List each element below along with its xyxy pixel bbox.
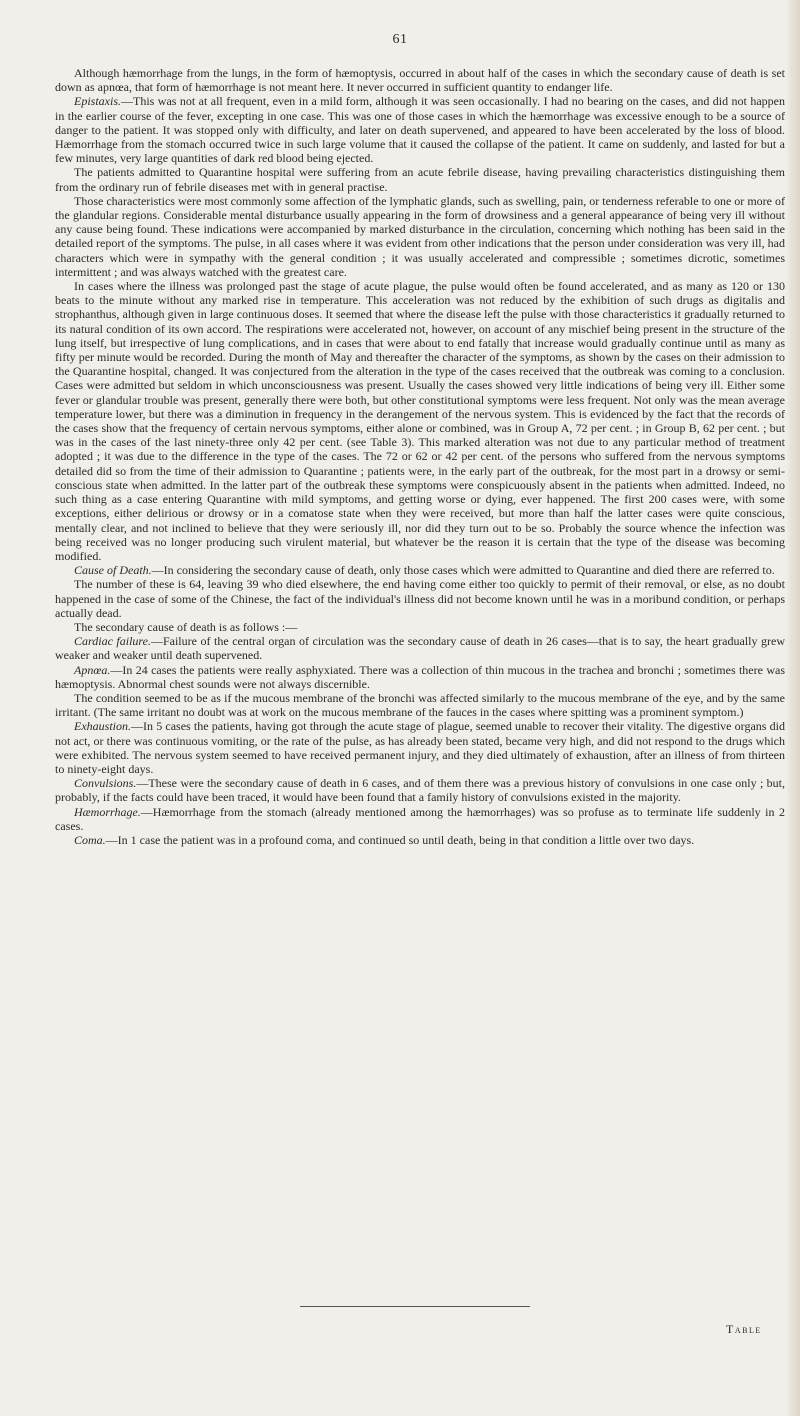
paragraph [55, 165, 785, 193]
paragraph-text: Although hæmorrhage from the lungs, in the form of hæmoptysis, occurred in about half of the cases in which the secondary cause of death is set down as apnœa, that form of hæmorrhage is not meant here. It never occurred in sufficient quantity to endanger life. [55, 66, 785, 95]
paragraph-text: Those characteristics were most commonly some affection of the lymphatic glands, such as swelling, pain, or tenderness referable to one or more of the glandular regions. Considerable mental disturbance usually appearing in the form of drowsiness and a general appearance of being very ill without any cause being found. These indications were accompanied by marked disturbance in the circulation, concerning which nothing has been said in the detailed report of the symptoms. The pulse, in all cases where it was evident from other indications that the person under consideration was very ill, had characters which were in sympathy with the general condition ; it was usually accelerated and compressible ; sometimes dicrotic, sometimes intermittent ; and was always watched with the greatest care. [55, 193, 785, 279]
paragraph [55, 634, 785, 662]
paragraph-text: —In 1 case the patient was in a profound coma, and continued so until death, being in that condition a little over two days. [105, 832, 695, 847]
paragraph-text: The number of these is 64, leaving 39 who died elsewhere, the end having come either too quickly to permit of their removal, or else, as no doubt happened in the case of some of the Chinese, the fact of the individual's illness did not become known until he was in a moribund condition, or perhaps actually dead. [55, 577, 785, 620]
paragraph [55, 94, 785, 165]
paragraph [55, 194, 785, 279]
paragraph-heading: Apnœa. [74, 662, 111, 677]
paragraph [55, 66, 785, 94]
paragraph [55, 805, 785, 833]
paragraph-heading: Cardiac failure. [74, 634, 151, 649]
catchword: Table [726, 1322, 762, 1336]
paragraph-text: In cases where the illness was prolonged past the stage of acute plague, the pulse would often be found accelerated, and as many as 120 or 130 beats to the minute without any marked rise in temperature. This acceleration was not reduced by the exhibition of such drugs as digitalis and strophanthus, although given in large continuous doses. It seemed that where the disease left the pulse with those characteristics it gradually returned to its natural condition of its own accord. The respirations were accelerated not, however, on account of any mischief being present in the structure of the lung itself, but irrespective of lung complications, and in cases that were about to end fatally that increase would gradually continue until as many as fifty per minute would be recorded. During the month of May and thereafter the character of the symptoms, as shown by the cases on their admission to the Quarantine hospital, changed. It was conjectured from the alteration in the type of the cases received that the outbreak was coming to a conclusion. Cases were admitted but seldom in which unconsciousness was present. Usually the cases showed very little indications of being very ill. Either some fever or glandular trouble was present, generally there were both, but other constitutional symptoms were less frequent. Not only was the mean average temperature lower, but there was a diminution in frequency in the derangement of the nervous system. This is evidenced by the fact that the records of the cases show that the frequency of certain nervous symptoms, either alone or combined, was in Group A, 72 per cent. ; in Group B, 62 per cent. ; but was in the cases of the last ninety-three only 42 per cent. (see Table 3). This marked alteration was not due to any particular method of treatment adopted ; it was due to the difference in the type of the cases. The 72 or 62 or 42 per cent. of the persons who suffered from the nervous symptoms detailed did so from the time of their admission to Quarantine ; patients were, in the early part of the outbreak, for the most part in a drowsy or semi-conscious state when admitted. In the latter part of the outbreak these symptoms were conspicuously absent in the patients when admitted. Indeed, no such thing as a case entering Quarantine with mild symptoms, and getting worse or dying, ever happened. The first 200 cases were, with some exceptions, either delirious or drowsy or in a comatose state when they were received, but more than half the latter cases were quite conscious, mentally clear, and not inclined to believe that they were seriously ill, nor did they turn out to be so. Probably the source whence the infection was being received was no longer producing such virulent material, but whatever be the reason it is certain that the type of the disease was becoming modified. [55, 279, 785, 563]
paragraph-text: —In 24 cases the patients were really asphyxiated. There was a collection of thin mucous in the trachea and bronchi ; sometimes there was hæmoptysis. Abnormal chest sounds were not always discernible. [55, 662, 785, 691]
paragraph [55, 563, 785, 577]
paragraph [55, 719, 785, 776]
paragraph [55, 776, 785, 804]
paragraph-heading: Hæmorrhage. [74, 804, 141, 819]
paragraph-heading: Coma. [74, 832, 106, 847]
paragraph [55, 691, 785, 719]
paragraph-text: —In considering the secondary cause of death, only those cases which were admitted to Quarantine and died there are referred to. [151, 563, 775, 578]
paragraph-heading: Cause of Death. [74, 563, 152, 578]
paragraph-heading: Convulsions. [74, 776, 137, 791]
paragraph-text: —In 5 cases the patients, having got through the acute stage of plague, seemed unable to recover their vitality. The digestive organs did not act, or there was continuous vomiting, or the rate of the pulse, as has already been stated, became very high, and did not respond to the drugs which were exhibited. The nervous system seemed to have received permanent injury, and they died ultimately of exhaustion, after an illness of from thirteen to ninety-eight days. [55, 719, 785, 776]
body-text [55, 66, 785, 847]
paragraph-text: —This was not at all frequent, even in a mild form, although it was seen occasionally. I had no bearing on the cases, and did not happen in the earlier course of the fever, excepting in one case. This was one of those cases in which the hæmorrhage was excessive enough to be a source of danger to the patient. It was stopped only with difficulty, and later on death supervened, and appeared to have been accelerated by the loss of blood. Hæmorrhage from the stomach occurred twice in such large volume that it caused the collapse of the patient. It came on suddenly, and lasted for but a few minutes, very large quantities of dark red blood being ejected. [55, 94, 785, 166]
paragraph-text: —Failure of the central organ of circulation was the secondary cause of death in 26 cases—that is to say, the heart gradually grew weaker and weaker until death supervened. [55, 634, 785, 663]
paragraph-heading: Exhaustion. [74, 719, 131, 734]
page-edge [786, 0, 800, 1416]
paragraph [55, 577, 785, 620]
paragraph [55, 279, 785, 563]
paragraph [55, 620, 785, 634]
paragraph-text: —Hæmorrhage from the stomach (already mentioned among the hæmorrhages) was so profuse as to terminate life suddenly in 2 cases. [55, 804, 785, 833]
paragraph-text: The patients admitted to Quarantine hospital were suffering from an acute febrile disease, having prevailing characteristics distinguishing them from the ordinary run of febrile diseases met with in general practise. [55, 165, 785, 194]
section-rule [300, 1306, 530, 1307]
paragraph-text: —These were the secondary cause of death in 6 cases, and of them there was a previous history of convulsions in one case only ; but, probably, if the facts could have been traced, it would have been found that a family history of convulsions existed in the majority. [55, 776, 785, 805]
paragraph-heading: Epistaxis. [74, 94, 121, 109]
paragraph [55, 663, 785, 691]
page-number: 61 [392, 32, 408, 47]
paragraph-text: The secondary cause of death is as follows :— [74, 619, 298, 634]
paragraph [55, 833, 785, 847]
paragraph-text: The condition seemed to be as if the mucous membrane of the bronchi was affected similarly to the mucous membrane of the eye, and by the same irritant. (The same irritant no doubt was at work on the mucous membrane of the fauces in the cases where spitting was a prominent symptom.) [55, 690, 785, 720]
